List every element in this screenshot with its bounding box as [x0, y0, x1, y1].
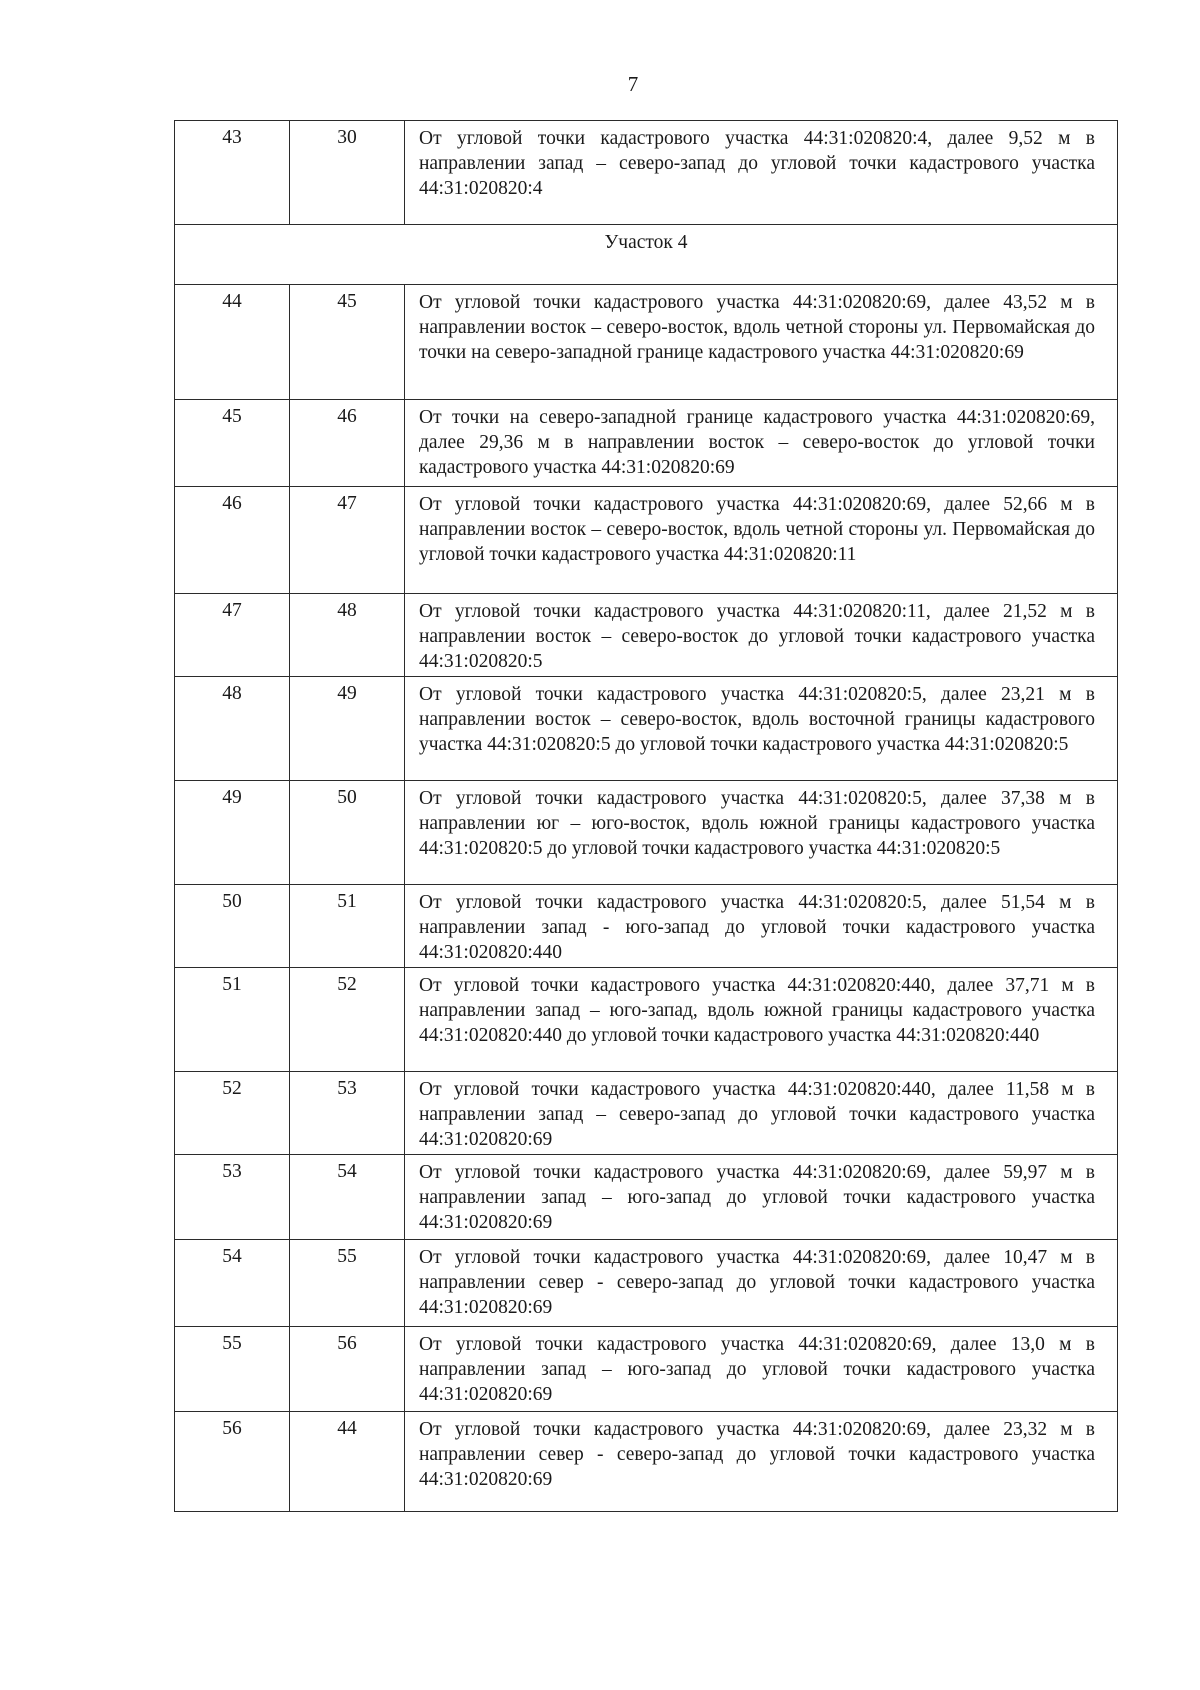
description-cell: От угловой точки кадастрового участка 44:31:020820:69, далее 13,0 м в направлении запад – юго-запад до угловой точки кадастрового участка 44:31:020820:69 [405, 1327, 1118, 1412]
point-from-cell: 53 [175, 1155, 290, 1240]
description-cell: От угловой точки кадастрового участка 44:31:020820:5, далее 37,38 м в направлении юг – юго-восток, вдоль южной границы кадастрового участка 44:31:020820:5 до угловой точки кадастрового участка 44:31:020820:5 [405, 781, 1118, 885]
table-row [175, 968, 1118, 1072]
point-from-cell: 55 [175, 1327, 290, 1412]
point-to-cell: 47 [290, 487, 405, 594]
point-from-cell: 48 [175, 677, 290, 781]
page-number: 7 [627, 72, 639, 96]
description-cell: От угловой точки кадастрового участка 44:31:020820:69, далее 43,52 м в направлении восток – северо-восток, вдоль четной стороны ул. Первомайская до точки на северо-западной границе кадастрового участка 44:31:020820:69 [405, 285, 1118, 400]
point-to-cell: 48 [290, 594, 405, 677]
table-row [175, 400, 1118, 487]
point-from-cell: 52 [175, 1072, 290, 1155]
table-row [175, 121, 1118, 225]
description-cell: От угловой точки кадастрового участка 44:31:020820:69, далее 10,47 м в направлении север - северо-запад до угловой точки кадастрового участка 44:31:020820:69 [405, 1240, 1118, 1327]
description-cell: От угловой точки кадастрового участка 44:31:020820:69, далее 59,97 м в направлении запад – юго-запад до угловой точки кадастрового участка 44:31:020820:69 [405, 1155, 1118, 1240]
table-row [175, 1155, 1118, 1240]
point-from-cell: 51 [175, 968, 290, 1072]
boundary-table [174, 120, 1118, 1512]
description-cell: От угловой точки кадастрового участка 44:31:020820:69, далее 52,66 м в направлении восток – северо-восток, вдоль четной стороны ул. Первомайская до угловой точки кадастрового участка 44:31:020820:11 [405, 487, 1118, 594]
point-to-cell: 52 [290, 968, 405, 1072]
table-row [175, 487, 1118, 594]
table-row [175, 781, 1118, 885]
point-to-cell: 53 [290, 1072, 405, 1155]
point-to-cell: 45 [290, 285, 405, 400]
point-from-cell: 50 [175, 885, 290, 968]
description-cell: От угловой точки кадастрового участка 44:31:020820:5, далее 23,21 м в направлении восток – северо-восток, вдоль восточной границы кадастрового участка 44:31:020820:5 до угловой точки кадастрового участка 44:31:020820:5 [405, 677, 1118, 781]
table-row [175, 1412, 1118, 1512]
point-to-cell: 51 [290, 885, 405, 968]
description-cell: От угловой точки кадастрового участка 44:31:020820:440, далее 11,58 м в направлении запад – северо-запад до угловой точки кадастрового участка 44:31:020820:69 [405, 1072, 1118, 1155]
description-cell: От угловой точки кадастрового участка 44:31:020820:69, далее 23,32 м в направлении север - северо-запад до угловой точки кадастрового участка 44:31:020820:69 [405, 1412, 1118, 1512]
table-row [175, 1072, 1118, 1155]
table-row [175, 594, 1118, 677]
description-cell: От угловой точки кадастрового участка 44:31:020820:4, далее 9,52 м в направлении запад – северо-запад до угловой точки кадастрового участка 44:31:020820:4 [405, 121, 1118, 225]
point-to-cell: 30 [290, 121, 405, 225]
point-from-cell: 54 [175, 1240, 290, 1327]
description-cell: От угловой точки кадастрового участка 44:31:020820:440, далее 37,71 м в направлении запад – юго-запад, вдоль южной границы кадастрового участка 44:31:020820:440 до угловой точки кадастрового участка 44:31:020820:440 [405, 968, 1118, 1072]
description-cell: От угловой точки кадастрового участка 44:31:020820:11, далее 21,52 м в направлении восток – северо-восток до угловой точки кадастрового участка 44:31:020820:5 [405, 594, 1118, 677]
table-row [175, 885, 1118, 968]
section-title: Участок 4 [175, 225, 1118, 285]
table-row [175, 677, 1118, 781]
section-header-row [175, 225, 1118, 285]
point-to-cell: 49 [290, 677, 405, 781]
point-to-cell: 50 [290, 781, 405, 885]
point-from-cell: 44 [175, 285, 290, 400]
point-from-cell: 56 [175, 1412, 290, 1512]
point-to-cell: 46 [290, 400, 405, 487]
point-from-cell: 46 [175, 487, 290, 594]
point-to-cell: 56 [290, 1327, 405, 1412]
point-to-cell: 55 [290, 1240, 405, 1327]
point-to-cell: 54 [290, 1155, 405, 1240]
table-row [175, 1327, 1118, 1412]
table-row [175, 1240, 1118, 1327]
point-to-cell: 44 [290, 1412, 405, 1512]
description-cell: От точки на северо-западной границе кадастрового участка 44:31:020820:69, далее 29,36 м в направлении восток – северо-восток до угловой точки кадастрового участка 44:31:020820:69 [405, 400, 1118, 487]
point-from-cell: 43 [175, 121, 290, 225]
table-row [175, 285, 1118, 400]
point-from-cell: 49 [175, 781, 290, 885]
description-cell: От угловой точки кадастрового участка 44:31:020820:5, далее 51,54 м в направлении запад - юго-запад до угловой точки кадастрового участка 44:31:020820:440 [405, 885, 1118, 968]
point-from-cell: 45 [175, 400, 290, 487]
point-from-cell: 47 [175, 594, 290, 677]
